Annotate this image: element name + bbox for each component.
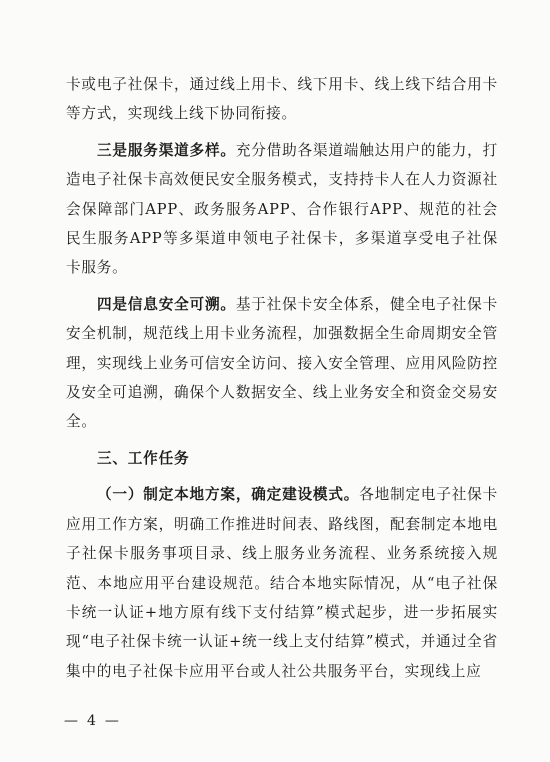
footer-dash-right: — [104, 713, 120, 729]
paragraph-text: 充分借助各渠道端触达用户的能力，打造电子社保卡高效便民安全服务模式，支持持卡人在人力资源社会保障部门APP、政务服务APP、合作银行APP、规范的社会民生服务APP等多渠道申领电子社保卡，多渠道享受电子社保卡服务。 [66, 141, 499, 277]
paragraph-lead: 四是信息安全可溯。 [97, 295, 236, 313]
section-heading [66, 444, 498, 473]
paragraph-text: 基于社保卡安全体系，健全电子社保卡安全机制，规范线上用卡业务流程，加强数据全生命周期安全管理，实现线上业务可信安全访问、接入安全管理、应用风险防控及安全可追溯，确保个人数据安全、线上业务安全和资金交易安全。 [66, 295, 499, 431]
paragraph-lead: （一）制定本地方案，确定建设模式。 [97, 486, 360, 504]
page-footer [64, 713, 120, 729]
paragraph-lead: 三是服务渠道多样。 [97, 141, 236, 159]
heading-text: 三、工作任务 [97, 449, 190, 467]
body-text [66, 70, 498, 693]
paragraph-info-security [66, 290, 498, 437]
paragraph-local-plan [66, 480, 498, 686]
paragraph-text: 各地制定电子社保卡应用工作方案，明确工作推进时间表、路线图，配套制定本地电子社保卡服务事项目录、线上服务业务流程、业务系统接入规范、本地应用平台建设规范。结合本地实际情况，从“电子社保卡统一认证+地方原有线下支付结算”模式起步，进一步拓展实现“电子社保卡统一认证+统一线上支付结算”模式，并通过全省集中的电子社保卡应用平台或人社公共服务平台，实现线上应 [66, 486, 499, 680]
page-number: 4 [87, 713, 97, 729]
footer-dash-left: — [64, 713, 79, 729]
paragraph-service-channels [66, 136, 498, 283]
paragraph-text: 卡或电子社保卡，通过线上用卡、线下用卡、线上线下结合用卡等方式，实现线上线下协同衔接。 [66, 76, 498, 123]
paragraph-continuation [66, 70, 498, 129]
